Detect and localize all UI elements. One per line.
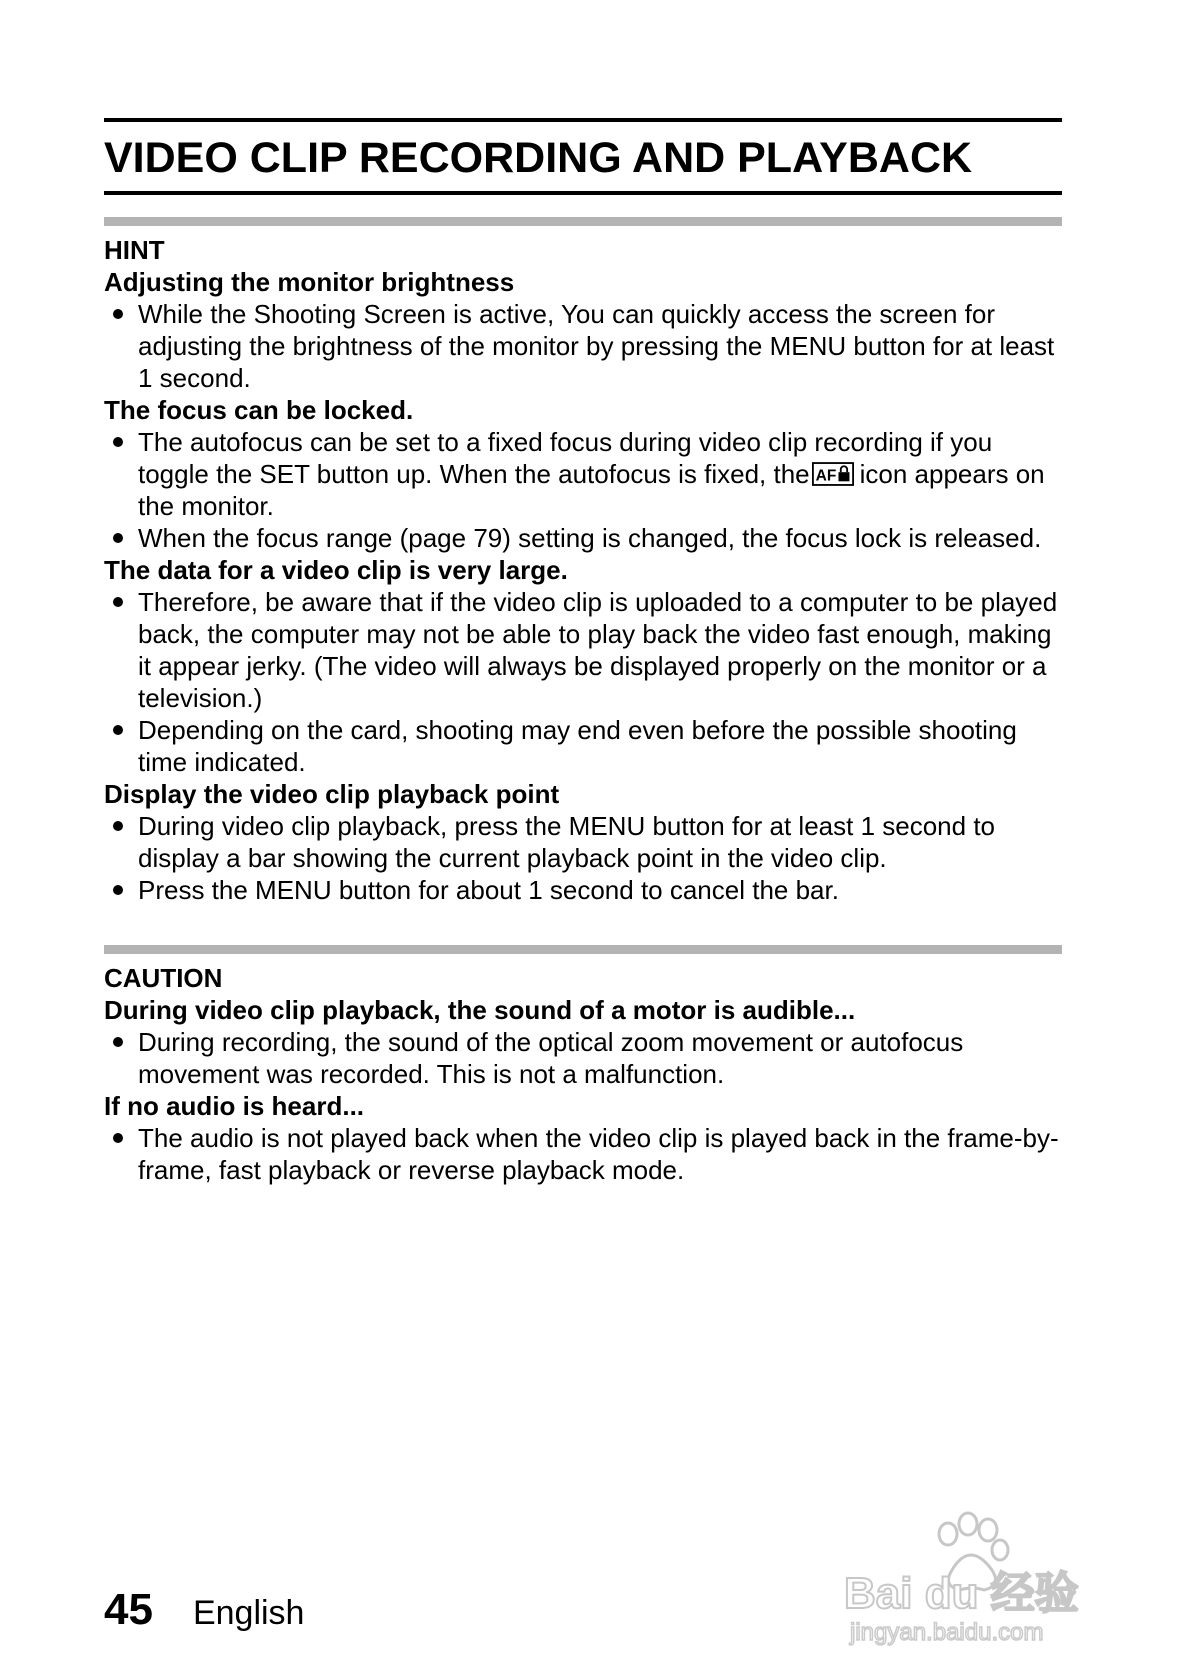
watermark-url-text: jingyan.baidu.com xyxy=(850,1619,1044,1646)
hint-section-brightness xyxy=(104,266,1062,394)
bullet-text: Press the MENU button for about 1 second to cancel the bar. xyxy=(138,875,839,905)
hint-section-data-size xyxy=(104,554,1062,778)
bullet-item xyxy=(104,1026,1062,1090)
bullet-text-before-icon: The autofocus can be set to a fixed focus during video clip recording if you toggle the SET button up. When the autofocus is fixed, the xyxy=(138,427,993,489)
bullet-item xyxy=(104,874,1062,906)
manual-page xyxy=(104,118,1062,1186)
bullet-text-after-icon: icon appears on the monitor. xyxy=(138,459,1045,521)
bullet-icon xyxy=(113,533,123,543)
svg-text:AF: AF xyxy=(815,467,836,485)
bullet-item xyxy=(104,522,1062,554)
caution-bullets-no-audio xyxy=(104,1122,1062,1186)
bullet-icon xyxy=(113,725,123,735)
bullet-item xyxy=(104,298,1062,394)
hint-section-playback-point xyxy=(104,778,1062,906)
hint-bullets-brightness xyxy=(104,298,1062,394)
caution-section-motor-sound xyxy=(104,994,1062,1090)
hint-bullets-data-size xyxy=(104,586,1062,778)
caution-heading-no-audio: If no audio is heard... xyxy=(104,1091,365,1121)
hint-heading-focus-lock: The focus can be locked. xyxy=(104,395,414,425)
hint-divider-bar xyxy=(104,217,1062,226)
bullet-text: During video clip playback, press the MENU button for at least 1 second to display a bar showing the current playback point in the video clip. xyxy=(138,811,995,873)
bullet-icon xyxy=(113,1037,123,1047)
bullet-icon xyxy=(113,1133,123,1143)
caution-divider-bar xyxy=(104,945,1062,954)
hint-label: HINT xyxy=(104,235,165,265)
bullet-item xyxy=(104,426,1062,522)
bullet-text: During recording, the sound of the optical zoom movement or autofocus movement was recorded. This is not a malfunction. xyxy=(138,1027,964,1089)
bullet-text: While the Shooting Screen is active, You can quickly access the screen for adjusting the brightness of the monitor by pressing the MENU button for at least 1 second. xyxy=(138,299,1055,393)
bullet-icon xyxy=(113,821,123,831)
title-top-rule xyxy=(104,118,1062,122)
caution-heading-motor-sound: During video clip playback, the sound of a motor is audible... xyxy=(104,995,856,1025)
bullet-text: The audio is not played back when the video clip is played back in the frame-by-frame, fast playback or reverse playback mode. xyxy=(138,1123,1059,1185)
bullet-icon xyxy=(113,309,123,319)
watermark-brand-text: Bai du 经验 xyxy=(844,1569,1079,1618)
bullet-text: Therefore, be aware that if the video clip is uploaded to a computer to be played back, the computer may not be able to play back the video fast enough, making it appear jerky. (The video will always be displayed properly on the monitor or a television.) xyxy=(138,587,1058,713)
caution-section-no-audio xyxy=(104,1090,1062,1186)
bullet-item xyxy=(104,1122,1062,1186)
bullet-item xyxy=(104,714,1062,778)
hint-heading-playback-point: Display the video clip playback point xyxy=(104,779,560,809)
bullet-icon xyxy=(113,597,123,607)
bullet-text: Depending on the card, shooting may end even before the possible shooting time indicated. xyxy=(138,715,1017,777)
bullet-item xyxy=(104,810,1062,874)
page-number: 45 xyxy=(104,1585,153,1634)
title-bottom-rule xyxy=(104,191,1062,195)
baidu-watermark-logo xyxy=(840,1500,1130,1650)
bullet-icon xyxy=(113,437,123,447)
page-footer xyxy=(104,1585,304,1635)
hint-heading-data-size: The data for a video clip is very large. xyxy=(104,555,568,585)
caution-bullets-motor-sound xyxy=(104,1026,1062,1090)
af-lock-icon xyxy=(812,462,854,486)
bullet-text: When the focus range (page 79) setting is changed, the focus lock is released. xyxy=(138,523,1042,553)
hint-section-focus-lock xyxy=(104,394,1062,554)
hint-bullets-playback-point xyxy=(104,810,1062,906)
language-label: English xyxy=(192,1594,305,1632)
bullet-icon xyxy=(113,885,123,895)
hint-bullets-focus-lock xyxy=(104,426,1062,554)
hint-heading-brightness: Adjusting the monitor brightness xyxy=(104,267,515,297)
caution-label: CAUTION xyxy=(104,963,223,993)
page-title: VIDEO CLIP RECORDING AND PLAYBACK xyxy=(104,134,973,182)
bullet-item xyxy=(104,586,1062,714)
